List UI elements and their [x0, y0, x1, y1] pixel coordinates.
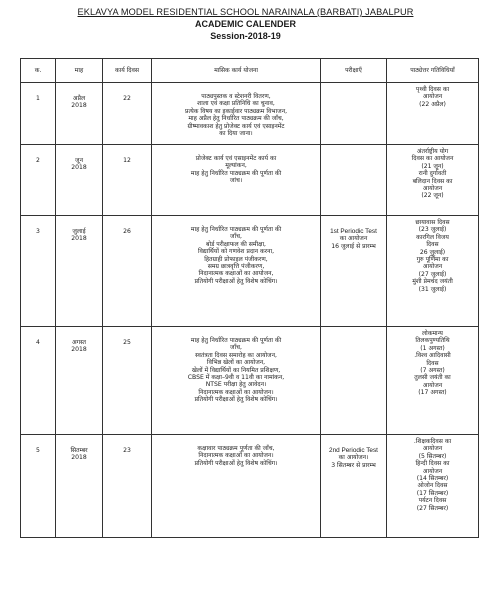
activity-line: बलिदान दिवस का — [412, 177, 453, 185]
activity-line: (21 जून) — [421, 162, 444, 170]
exam-cell — [321, 327, 387, 435]
activity-line: अंतर्राष्ट्रीय योग — [416, 148, 449, 155]
serial-cell — [21, 435, 56, 538]
activity-line: आयोजन — [422, 445, 443, 453]
activity-line: (1 अगस्त) — [420, 344, 445, 352]
exam-line: 2nd Periodic Test — [329, 447, 378, 454]
header-serial: क. — [21, 59, 56, 83]
plan-line: मूल्यांकन, — [225, 162, 247, 170]
month-cell — [56, 83, 103, 145]
serial-cell — [21, 216, 56, 327]
exam-cell — [321, 145, 387, 216]
month-cell — [56, 435, 103, 538]
plan-line: ग्रीष्मावकाश हेतु प्रोजेक्ट कार्य एवं एसाइनमेंट — [187, 122, 285, 130]
serial-number: 5 — [36, 447, 40, 454]
activity-line: रानी दुर्गावती — [418, 170, 447, 178]
serial-number: 1 — [36, 95, 40, 102]
working-days-cell — [103, 435, 152, 538]
plan-line: निदानात्मक कक्षाओं का आयोजन। — [198, 388, 274, 396]
plan-line: माह अप्रैल हेतु निर्धारित पाठ्यक्रम की जाँच, — [188, 115, 284, 123]
activity-line: (31 जुलाई) — [418, 285, 447, 293]
activity-line: (23 जुलाई) — [418, 226, 447, 234]
exam-cell — [321, 216, 387, 327]
table-row — [21, 435, 479, 538]
working-days-cell — [103, 327, 152, 435]
plan-line: जाँच, — [230, 233, 242, 241]
activity-line: आयोजन — [422, 185, 443, 193]
plan-line: जाँच, — [230, 344, 242, 352]
activity-line: पर्यटन दिवस — [418, 497, 447, 505]
exam-line: का आयोजन। — [338, 454, 369, 462]
month-year: 2018 — [71, 102, 87, 110]
plan-line: प्रोजेक्ट कार्य एवं एसाइनमेंट कार्य का — [195, 155, 277, 162]
exam-cell — [321, 435, 387, 538]
plan-line: विद्यार्थियों को गणवेश प्रदान करना, — [197, 248, 275, 256]
activity-line: आयोजन — [422, 93, 443, 101]
plan-line: पाठ्यपुस्तक व स्टेशनरी वितरण, — [201, 93, 271, 100]
month-name: जुलाई — [72, 228, 86, 235]
header-exams: परीक्षाएँ — [321, 59, 387, 83]
serial-number: 3 — [36, 228, 40, 235]
activities-cell — [387, 435, 479, 538]
table-row — [21, 145, 479, 216]
table-row — [21, 216, 479, 327]
plan-line: माह हेतु निर्धारित पाठ्यक्रम की पूर्णता की — [190, 337, 282, 344]
header-working-days: कार्य दिवस — [103, 59, 152, 83]
activity-line: कारगिल विजय — [416, 233, 449, 241]
serial-cell — [21, 83, 56, 145]
activity-line: हिन्दी दिवस का — [415, 460, 450, 468]
plan-line: माह हेतु निर्धारित पाठ्यक्रम की पूर्णता की — [190, 226, 282, 233]
working-days-cell — [103, 83, 152, 145]
activity-line: पृथ्वी दिवस का — [415, 86, 450, 93]
working-days-value: 22 — [123, 95, 131, 102]
activity-line: छायावास दिवस — [415, 219, 450, 226]
plan-line: शाला एवं कक्षा प्रतिनिधि का चुनाव, — [197, 100, 275, 108]
plan-line: जांच। — [229, 177, 243, 185]
activity-line: 26 जुलाई) — [419, 248, 446, 256]
monthly-plan-cell — [152, 145, 321, 216]
plan-line: प्रत्येक विषय का इकाईवार पाठ्यक्रम विभाजन, — [184, 107, 288, 115]
exam-line: का आयोजन — [339, 235, 368, 243]
exam-line: 16 जुलाई से प्रारम्भ — [331, 242, 376, 250]
activity-line: तुलसी जयंती का — [414, 374, 451, 382]
plan-line: प्रतियोगी परीक्षाओं हेतु विशेष कोचिंग। — [194, 277, 278, 285]
activity-line: (22 अप्रैल) — [419, 100, 446, 108]
serial-number: 2 — [36, 157, 40, 164]
school-name: EKLAVYA MODEL RESIDENTIAL SCHOOL NARAINALA (BARBATI) JABALPUR — [77, 7, 414, 17]
month-name: सितम्बर — [70, 447, 88, 454]
session-label: Session-2018-19 — [210, 31, 281, 41]
plan-line: निदानात्मक कक्षाओं का आयोजन। — [198, 452, 274, 460]
working-days-value: 26 — [123, 228, 131, 235]
plan-line: प्रतियोगी परीक्षाओं हेतु विशेष कोचिंग। — [194, 459, 278, 467]
activity-line: .शिक्षकदिवस का — [413, 438, 452, 445]
activity-line: (5 सितम्बर) — [418, 452, 447, 460]
activity-line: आयोजन — [422, 381, 443, 389]
activity-line: (22 जून) — [421, 192, 444, 200]
header-month: माह — [56, 59, 103, 83]
plan-line: प्रतियोगी परीक्षाओं हेतु विशेष कोचिंग। — [194, 396, 278, 404]
activity-line: (14 सितम्बर) — [416, 475, 449, 483]
month-year: 2018 — [71, 235, 87, 243]
month-name: जून — [75, 157, 83, 164]
plan-line: खेलों में विद्यार्थियों का नियमित प्रशिक्षण, — [191, 366, 281, 374]
plan-line: विभिन्न खेलों का आयोजन, — [206, 359, 266, 367]
table-header-row — [21, 59, 479, 83]
activity-line: दिवस — [426, 359, 439, 367]
plan-line: NTSE परीक्षा हेतु आवेदन। — [205, 381, 267, 389]
exam-line: 1st Periodic Test — [330, 228, 377, 235]
month-name: अप्रैल — [72, 95, 86, 102]
activity-line: तिलकपुण्यतिथि — [415, 337, 450, 345]
plan-line: माह हेतु निर्धारित पाठ्यक्रम की पूर्णता की — [190, 169, 282, 177]
activity-line: आयोजन — [422, 467, 443, 475]
plan-line: हितग्राही प्रोफाइल पंजीकरण, — [204, 255, 268, 263]
plan-line: निदानात्मक कक्षाओं का आयोजन, — [198, 270, 274, 278]
activities-cell — [387, 216, 479, 327]
month-cell — [56, 327, 103, 435]
activity-line: दिवस — [426, 241, 439, 249]
activity-line: ओजोन दिवस — [417, 482, 448, 490]
monthly-plan-cell — [152, 83, 321, 145]
month-year: 2018 — [71, 346, 87, 354]
month-year: 2018 — [71, 164, 87, 172]
working-days-cell — [103, 145, 152, 216]
serial-number: 4 — [36, 339, 40, 346]
calendar-title: ACADEMIC CALENDER — [195, 19, 296, 29]
working-days-value: 23 — [123, 447, 131, 454]
activities-cell — [387, 327, 479, 435]
activity-line: गुरु पूर्णिमा का — [416, 256, 449, 264]
month-cell — [56, 216, 103, 327]
activities-cell — [387, 145, 479, 216]
table-row — [21, 327, 479, 435]
activity-line: दिवस का आयोजन — [411, 155, 454, 163]
plan-line: बोर्ड परीक्षाफल की समीक्षा, — [206, 240, 266, 248]
month-name: अगस्त — [72, 339, 86, 346]
plan-line: CBSE में कक्षा–9वी व 11वी का नामांकन, — [187, 374, 285, 382]
activity-line: (27 जुलाई) — [418, 270, 447, 278]
monthly-plan-cell — [152, 327, 321, 435]
serial-cell — [21, 145, 56, 216]
document-header — [0, 6, 491, 42]
activity-line: .विश्व आदिवासी — [414, 352, 451, 360]
plan-line: कक्षावार पाठ्यक्रम पूर्णता की जाँच, — [197, 445, 275, 452]
working-days-value: 25 — [123, 339, 131, 346]
month-year: 2018 — [71, 454, 87, 462]
activity-line: मुंशी प्रेमचंद जयंती — [412, 278, 453, 286]
table-row — [21, 83, 479, 145]
activities-cell — [387, 83, 479, 145]
activity-line: (17 सितम्बर) — [416, 489, 449, 497]
working-days-cell — [103, 216, 152, 327]
activity-line: (27 सितम्बर) — [416, 504, 449, 512]
activity-line: आयोजन — [422, 263, 443, 271]
working-days-value: 12 — [123, 157, 131, 164]
academic-calendar-table — [20, 58, 479, 538]
activity-line: लोकमान्य — [422, 330, 443, 337]
plan-line: का दिया जाना। — [219, 130, 253, 138]
activity-line: (7 अगस्त) — [420, 367, 445, 375]
month-cell — [56, 145, 103, 216]
serial-cell — [21, 327, 56, 435]
plan-line: स्वतंत्रता दिवस समारोह का आयोजन, — [195, 351, 277, 359]
monthly-plan-cell — [152, 216, 321, 327]
header-monthly-plan: मासिक कार्य योजना — [152, 59, 321, 83]
monthly-plan-cell — [152, 435, 321, 538]
exam-cell — [321, 83, 387, 145]
activity-line: (17 अगस्त) — [418, 389, 447, 397]
plan-line: समग्र छात्रवृत्ति पंजीकरण, — [207, 263, 265, 271]
exam-line: 3 सितम्बर से प्रारम्भ — [331, 461, 376, 469]
header-activities: पाठ्येत्तर गतिविधियाँ — [387, 59, 479, 83]
